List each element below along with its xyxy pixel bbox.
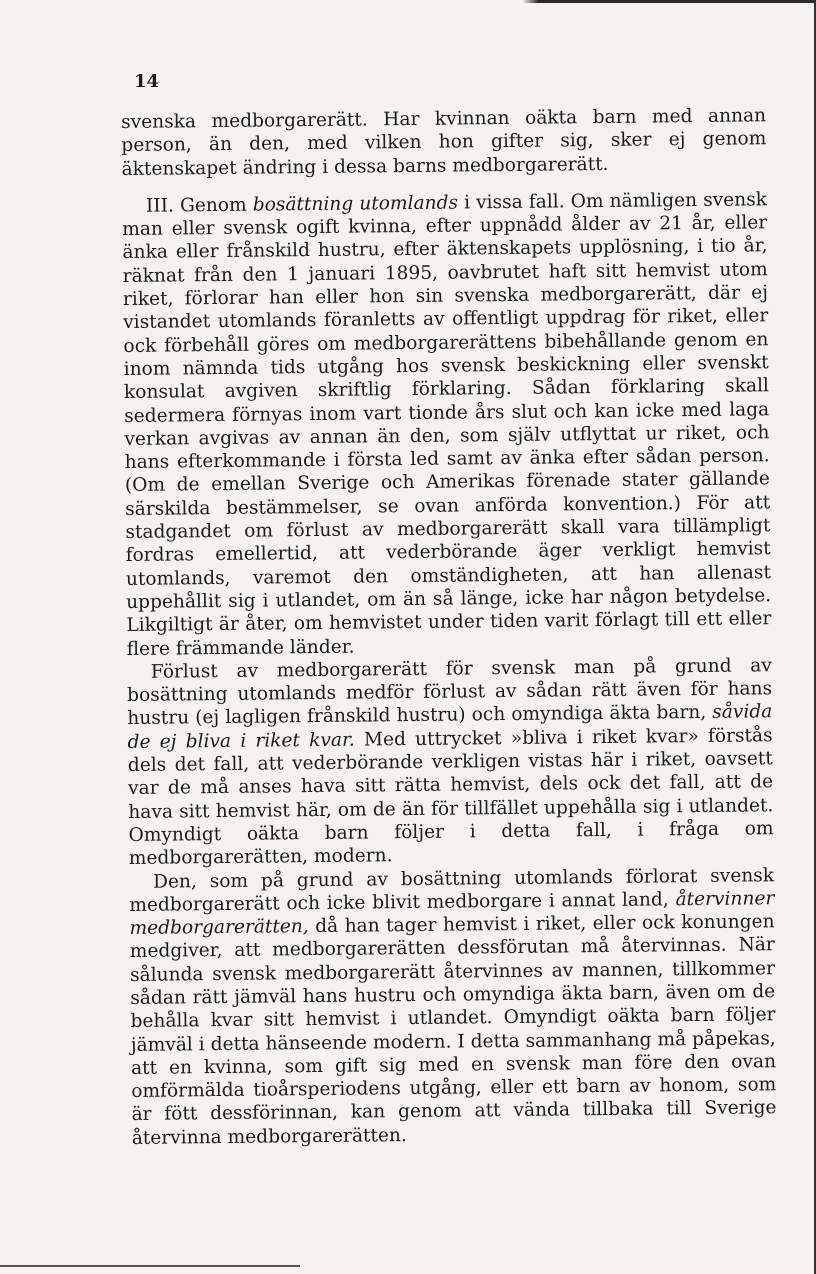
bottom-edge-rule (0, 1265, 300, 1267)
page-number: 14 (134, 71, 160, 92)
paragraph-2-emphasis: bosättning utomlands (252, 192, 459, 216)
paragraph-3-body: Med uttrycket »bliva i riket kvar» förstås dels det fall, att vederbörande verkligen vistas här i riket, oavsett var de må anses hava sitt rätta hemvist, dels ock det fall, att de hava sitt hemvist här, om de än för tillfället uppehålla sig i utlandet. Omyndigt oäkta barn följer i detta fall, i fråga om medborgarerätten, modern. (127, 724, 774, 870)
paragraph-4-body: då han tager hemvist i riket, eller ock konungen medgiver, att medborgarerätten dessförutan må återvinnas. När sålunda svensk medborgarerätt återvinnes av mannen, tillkommer sådan rätt jämväl hans hustru och omyndiga äkta barn, även om de behålla kvar sitt hemvist i utlandet. Omyndigt oäkta barn följer jämväl i detta hänseende modern. I detta sammanhang må påpekas, att en kvinna, som gift sig med en svensk man före den ovan omförmälda tioårsperiodens utgång, eller ett barn av honom, som är fött dessförinnan, kan genom att vända tillbaka till Sverige återvinna medborgarerätten. (129, 911, 777, 1149)
paragraph-4-lead: Den, som på grund av bosättning utomlands förlorat svensk medborgarerätt och icke blivit medborgare i annat land, (129, 864, 775, 916)
paragraph-1 (121, 104, 767, 181)
paragraph-4 (129, 864, 777, 1150)
paragraph-3-emphasis: såvida de ej bliva i riket kvar. (127, 701, 773, 753)
paragraph-1-text: svenska medborgarerätt. Har kvinnan oäkta barn med annan person, än den, med vilken hon gifter sig, sker ej genom äktenskapet ändring i dessa barns medborgarerätt. (121, 105, 767, 180)
paragraph-3 (127, 654, 774, 870)
paragraph-2-body: i vissa fall. Om nämligen svensk man eller svensk ogift kvinna, efter uppnådd ålder av 21 år, eller änka eller frånskild hustru, efter äktenskapets upplösning, i tio år, räknat från den 1 januari 1895, oavbrutet haft sitt hemvist utom riket, förlorar han eller hon sin svenska medborgarerätt, där ej vistandet utomlands föranletts av offentligt uppdrag för riket, eller ock förbehåll göres om medborgarerättens bibehållande genom en inom nämnda tids utgång hos svensk beskickning eller svenskt konsulat avgiven skriftlig förklaring. Sådan förklaring skall sedermera förnyas inom vart tionde års slut och kan icke med laga verkan avgivas av annan än den, som själv utflyttat ur riket, och hans efterkommande i första led samt av änka efter sådan person. (Om de emellan Sverige och Amerikas förenade stater gällande särskilda bestämmelser, se ovan anförda konvention.) För att stadgandet om förlust av medborgarerätt skall vara tillämpligt fordras emellertid, att vederbörande äger verkligt hemvist utomlands, varemot den omständigheten, att han allenast uppehållit sig i utlandet, om än så länge, icke har någon betydelse. Likgiltigt är åter, om hemvistet under tiden varit förlagt till ett eller flere främmande länder. (122, 189, 772, 660)
paragraph-3-lead: Förlust av medborgarerätt för svensk man på grund av bosättning utomlands medför förlust av sådan rätt även för hans hustru (ej lagligen frånskild hustru) och omyndiga äkta barn, (127, 655, 773, 730)
top-edge-rule (0, 0, 816, 3)
paragraph-2-lead: III. Genom (145, 194, 253, 217)
body-text (121, 104, 777, 1150)
paragraph-2 (122, 188, 772, 661)
paragraph-4-emphasis: återvinner medborgarerätten, (129, 887, 775, 940)
